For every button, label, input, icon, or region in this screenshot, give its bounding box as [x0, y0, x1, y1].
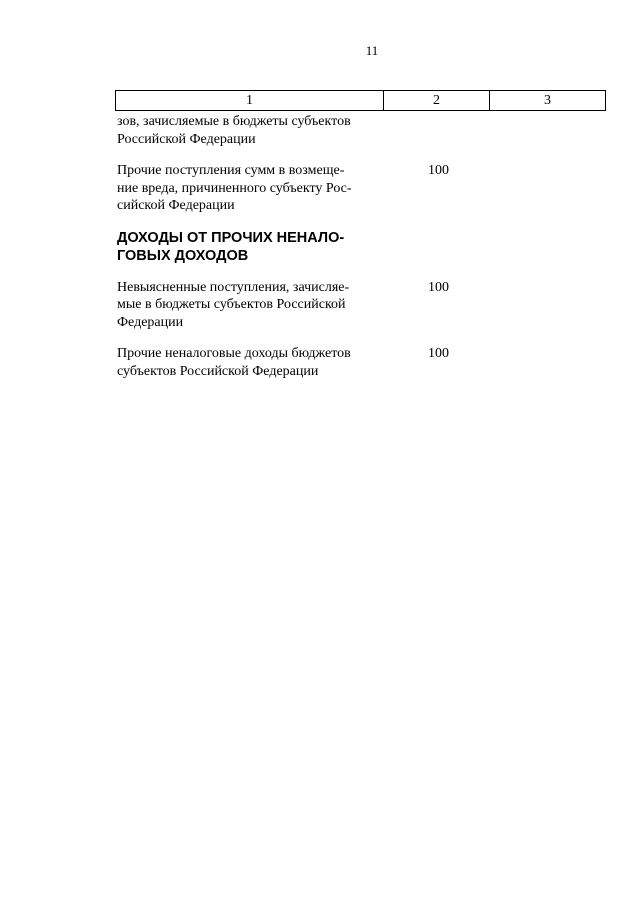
heading-line: ГОВЫХ ДОХОДОВ — [117, 247, 249, 264]
table-row — [117, 113, 602, 148]
column-header-3: 3 — [490, 91, 606, 111]
table-header-row — [116, 91, 606, 111]
row-value: 100 — [428, 279, 449, 295]
table-header — [115, 90, 606, 111]
row-description — [117, 162, 379, 215]
table-body — [117, 113, 602, 394]
text-line: Российской Федерации — [117, 131, 256, 147]
row-value: 100 — [428, 346, 449, 361]
text-line: зов, зачисляемые в бюджеты субъектов — [117, 114, 351, 129]
text-line: мые в бюджеты субъектов Российской — [117, 297, 346, 312]
text-line: Прочие неналоговые доходы бюджетов — [117, 346, 351, 361]
table-row — [117, 345, 602, 380]
text-line: сийской Федерации — [117, 198, 235, 213]
row-description — [117, 279, 379, 332]
column-header-1: 1 — [116, 91, 384, 111]
text-line: ние вреда, причиненного субъекту Рос- — [117, 180, 352, 196]
row-description — [117, 113, 379, 148]
text-line: субъектов Российской Федерации — [117, 363, 319, 379]
table-row — [117, 162, 602, 215]
row-description — [117, 345, 379, 380]
page-number: 11 — [365, 43, 379, 58]
row-value: 100 — [428, 163, 449, 178]
text-line: Прочие поступления сумм в возмеще- — [117, 163, 345, 178]
section-heading — [117, 229, 379, 265]
column-header-2: 2 — [384, 91, 490, 111]
text-line: Невыясненные поступления, зачисляе- — [117, 279, 350, 295]
table-row — [117, 279, 602, 332]
heading-line: ДОХОДЫ ОТ ПРОЧИХ НЕНАЛО- — [117, 229, 345, 246]
text-line: Федерации — [117, 314, 184, 330]
